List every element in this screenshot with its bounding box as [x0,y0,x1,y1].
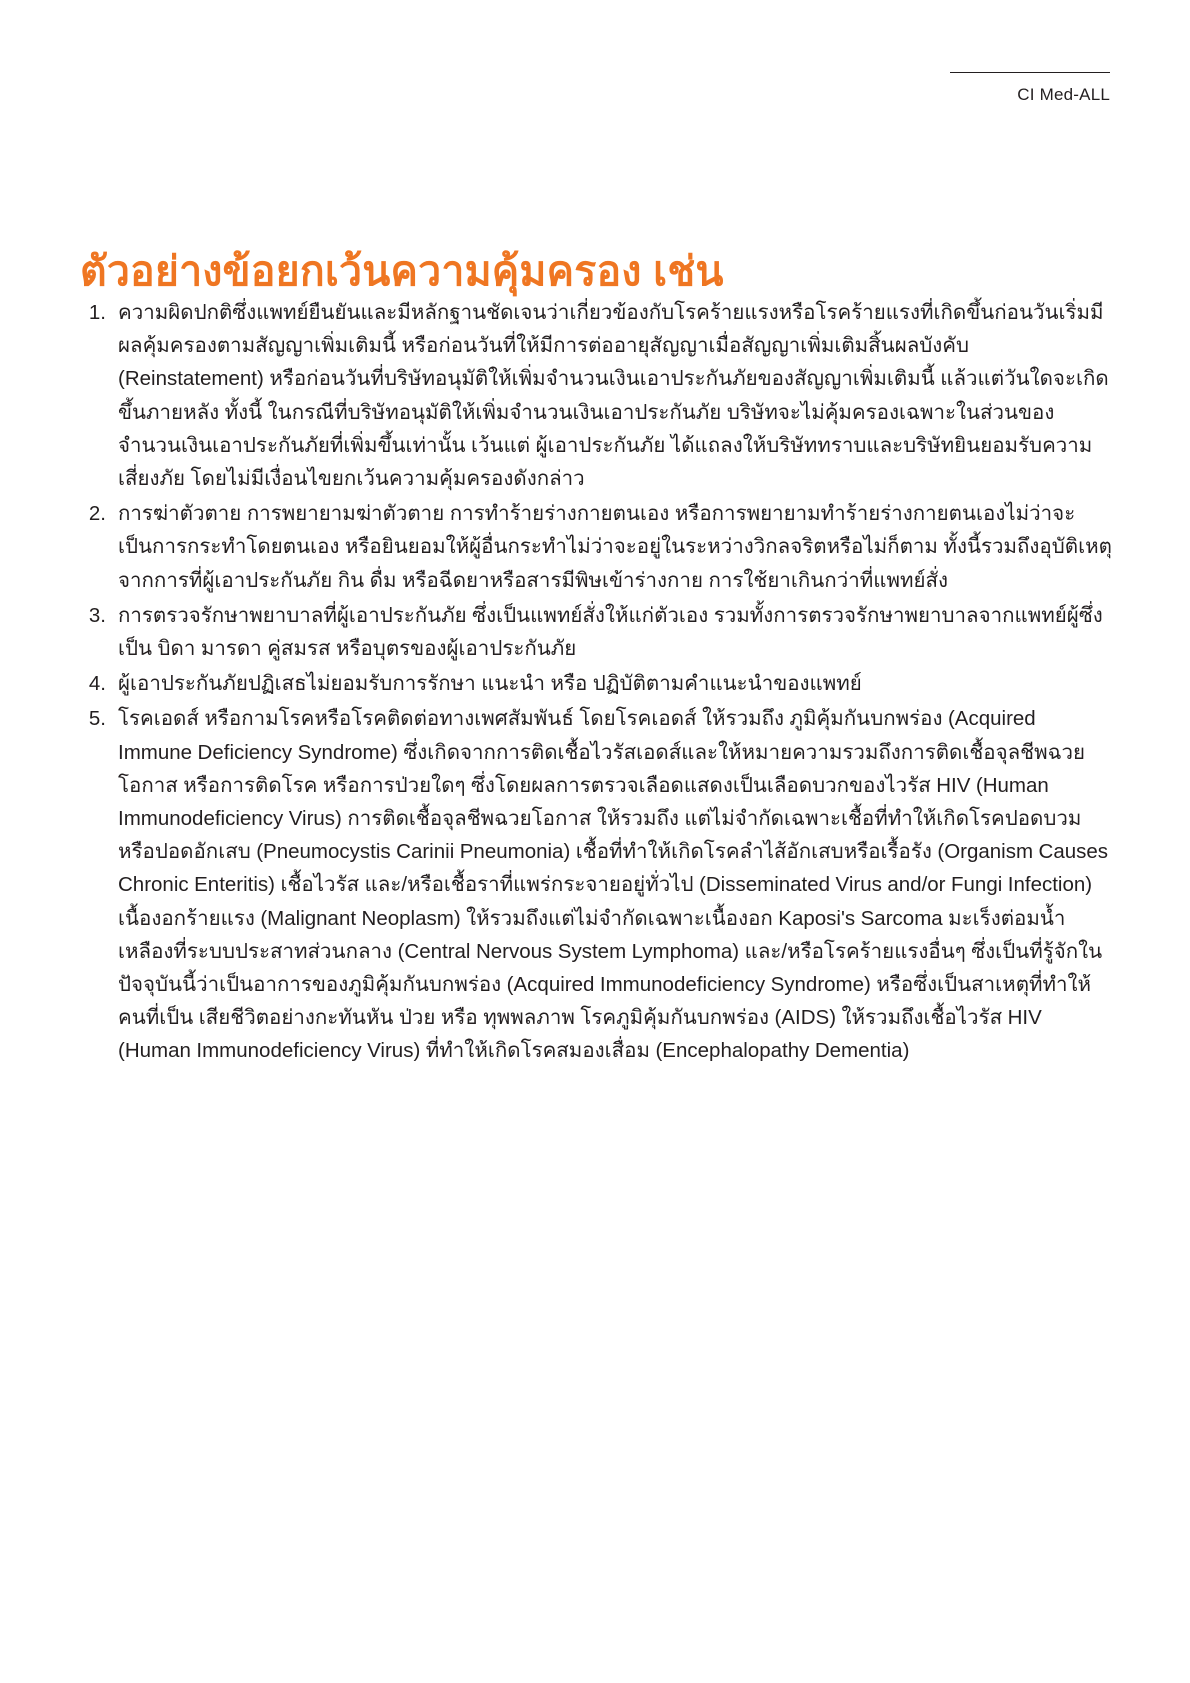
list-item-text: การตรวจรักษาพยาบาลที่ผู้เอาประกันภัย ซึ่งเป็นแพทย์สั่งให้แก่ตัวเอง รวมทั้งการตรวจรักษาพยาบาลจากแพทย์ผู้ซึ่งเป็น บิดา มารดา คู่สมรส หรือบุตรของผู้เอาประกันภัย [118,603,1103,661]
list-item-number: 5. [88,707,106,731]
list-item [80,296,1115,495]
list-item-text: ความผิดปกติซึ่งแพทย์ยืนยันและมีหลักฐานชัดเจนว่าเกี่ยวข้องกับโรคร้ายแรงหรือโรคร้ายแรงที่เกิดขึ้นก่อนวันเริ่มมีผลคุ้มครองตามสัญญาเพิ่มเติมนี้ หรือก่อนวันที่ให้มีการต่ออายุสัญญาเมื่อสัญญาเพิ่มเติมสิ้นผลบังคับ (Reinstatement) หรือก่อนวันที่บริษัทอนุมัติให้เพิ่มจำนวนเงินเอาประกันภัยของสัญญาเพิ่มเติมนี้ แล้วแต่วันใดจะเกิดขึ้นภายหลัง ทั้งนี้ ในกรณีที่บริษัทอนุมัติให้เพิ่มจำนวนเงินเอาประกันภัย บริษัทจะไม่คุ้มครองเฉพาะในส่วนของจำนวนเงินเอาประกันภัยที่เพิ่มขึ้นเท่านั้น เว้นแต่ ผู้เอาประกันภัย ได้แถลงให้บริษัททราบและบริษัทยินยอมรับความเสี่ยงภัย โดยไม่มีเงื่อนไขยกเว้นความคุ้มครองดังกล่าว [118,301,1109,491]
list-item-text: การฆ่าตัวตาย การพยายามฆ่าตัวตาย การทำร้ายร่างกายตนเอง หรือการพยายามทำร้ายร่างกายตนเองไม่ว่าจะเป็นการกระทำโดยตนเอง หรือยินยอมให้ผู้อื่นกระทำไม่ว่าจะอยู่ในระหว่างวิกลจริตหรือไม่ก็ตาม ทั้งนี้รวมถึงอุบัติเหตุจากการที่ผู้เอาประกันภัย กิน ดื่ม หรือฉีดยาหรือสารมีพิษเข้าร่างกาย การใช้ยาเกินกว่าที่แพทย์สั่ง [118,502,1112,592]
page-header [770,72,1110,105]
list-item-number: 1. [88,301,106,324]
list-item [80,497,1115,597]
exclusion-clause-list [80,296,1115,1070]
list-item-number: 3. [88,603,106,627]
page-title: ตัวอย่างข้อยกเว้นความคุ้มครอง เช่น [80,248,724,295]
header-label: CI Med-ALL [1017,85,1110,104]
list-item-text: ผู้เอาประกันภัยปฏิเสธไม่ยอมรับการรักษา แนะนำ หรือ ปฏิบัติตามคำแนะนำของแพทย์ [118,672,862,696]
list-item [80,702,1115,1067]
list-item [80,667,1115,700]
list-item [80,599,1115,665]
list-item-text: โรคเอดส์ หรือกามโรคหรือโรคติดต่อทางเพศสัมพันธ์ โดยโรคเอดส์ ให้รวมถึง ภูมิคุ้มกันบกพร่อง (Acquired Immune Deficiency Syndrome) ซึ่งเกิดจากการติดเชื้อไวรัสเอดส์และให้หมายความรวมถึงการติดเชื้อจุลชีพฉวยโอกาส หรือการติดโรค หรือการป่วยใดๆ ซึ่งโดยผลการตรวจเลือดแสดงเป็นเลือดบวกของไวรัส HIV (Human Immunodeficiency Virus) การติดเชื้อจุลชีพฉวยโอกาส ให้รวมถึง แต่ไม่จำกัดเฉพาะเชื้อที่ทำให้เกิดโรคปอดบวม หรือปอดอักเสบ (Pneumocystis Carinii Pneumonia) เชื้อที่ทำให้เกิดโรคลำไส้อักเสบหรือเรื้อรัง (Organism Causes Chronic Enteritis) เชื้อไวรัส และ/หรือเชื้อราที่แพร่กระจายอยู่ทั่วไป (Disseminated Virus and/or Fungi Infection) เนื้องอกร้ายแรง (Malignant Neoplasm) ให้รวมถึงแต่ไม่จำกัดเฉพาะเนื้องอก Kaposi's Sarcoma มะเร็งต่อมน้ำเหลืองที่ระบบประสาทส่วนกลาง (Central Nervous System Lymphoma) และ/หรือโรคร้ายแรงอื่นๆ ซึ่งเป็นที่รู้จักในปัจจุบันนี้ว่าเป็นอาการของภูมิคุ้มกันบกพร่อง (Acquired Immunodeficiency Syndrome) หรือซึ่งเป็นสาเหตุที่ทำให้คนที่เป็น เสียชีวิตอย่างกะทันหัน ป่วย หรือ ทุพพลภาพ โรคภูมิคุ้มกันบกพร่อง (AIDS) ให้รวมถึงเชื้อไวรัส HIV (Human Immunodeficiency Virus) ที่ทำให้เกิดโรคสมองเสื่อม (Encephalopathy Dementia) [118,707,1109,1063]
list-item-number: 2. [88,502,106,526]
header-divider [950,72,1110,73]
list-item-number: 4. [88,672,106,696]
